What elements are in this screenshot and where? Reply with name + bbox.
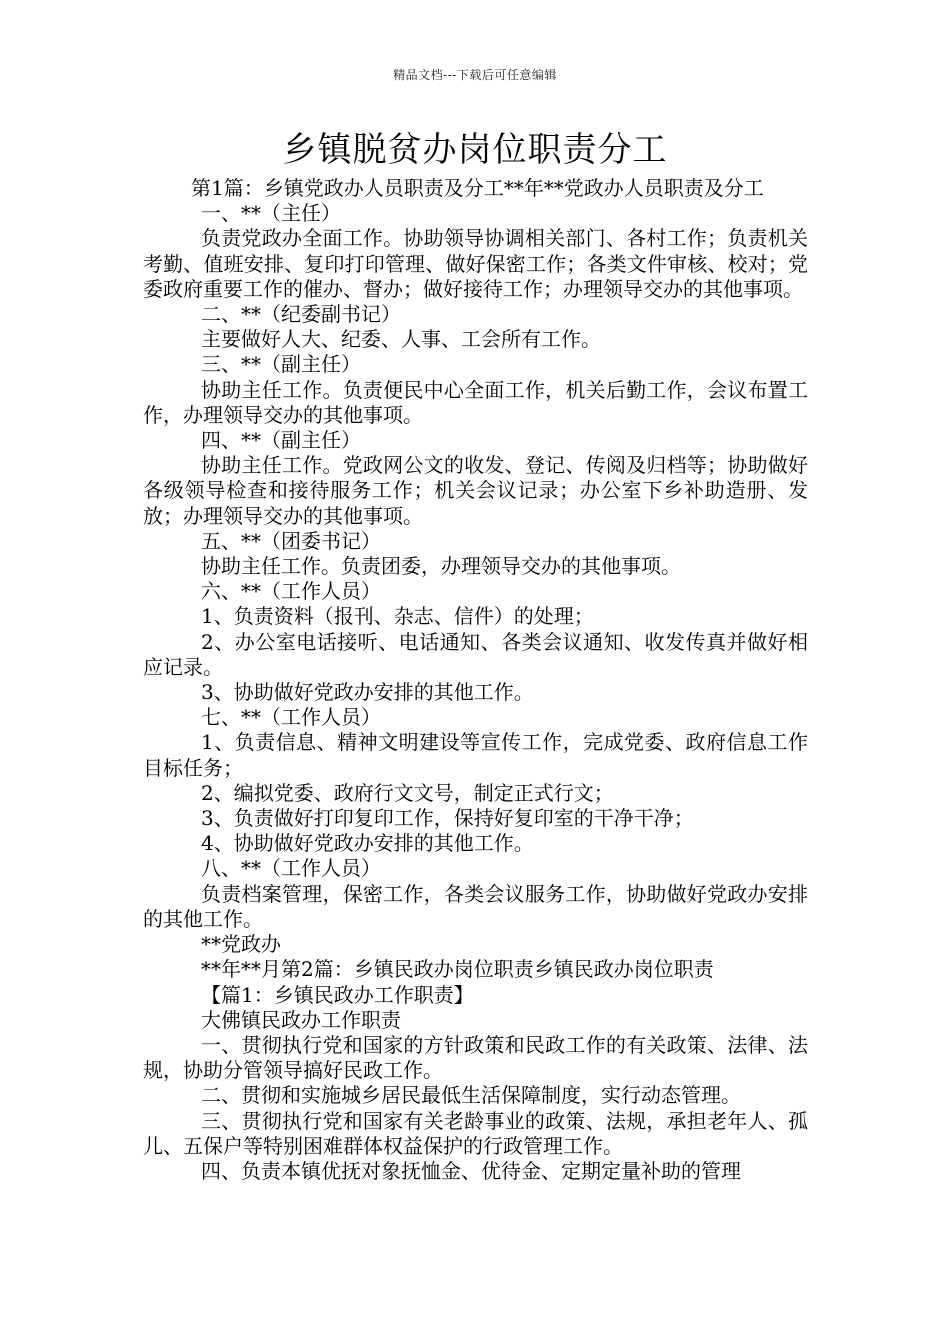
section-heading: 四、**（副主任） bbox=[201, 428, 361, 453]
header-note: 精品文档---下载后可任意编辑 bbox=[393, 68, 557, 82]
list-item: 4、协助做好党政办安排的其他工作。 bbox=[201, 831, 534, 856]
list-item: 1、负责信息、精神文明建设等宣传工作，完成党委、政府信息工作目标任务； bbox=[143, 730, 808, 780]
paragraph: 协助主任工作。负责团委，办理领导交办的其他事项。 bbox=[201, 554, 681, 579]
paragraph: 四、负责本镇优抚对象抚恤金、优待金、定期定量补助的管理 bbox=[201, 1158, 741, 1183]
list-item: 2、编拟党委、政府行文文号，制定正式行文； bbox=[201, 780, 614, 805]
section-heading: 二、**（纪委副书记） bbox=[201, 302, 401, 327]
section-heading: 六、**（工作人员） bbox=[201, 579, 381, 604]
paragraph: 三、贯彻执行党和国家有关老龄事业的政策、法规，承担老年人、孤儿、五保户等特别困难群体权益保护的行政管理工作。 bbox=[143, 1108, 808, 1158]
list-item: 1、负责资料（报刊、杂志、信件）的处理； bbox=[201, 604, 594, 629]
section-heading: 一、**（主任） bbox=[201, 201, 341, 226]
paragraph: **年**月第2篇：乡镇民政办岗位职责乡镇民政办岗位职责 bbox=[201, 957, 714, 982]
list-item: 2、办公室电话接听、电话通知、各类会议通知、收发传真并做好相应记录。 bbox=[143, 629, 808, 679]
signature-line: **党政办 bbox=[201, 932, 281, 957]
section-heading: 七、**（工作人员） bbox=[201, 705, 381, 730]
section-heading: 八、**（工作人员） bbox=[201, 856, 381, 881]
paragraph: 负责档案管理，保密工作，各类会议服务工作，协助做好党政办安排的其他工作。 bbox=[143, 881, 808, 931]
section-heading: 五、**（团委书记） bbox=[201, 528, 381, 553]
paragraph: 一、贯彻执行党和国家的方针政策和民政工作的有关政策、法律、法规，协助分管领导搞好民政工作。 bbox=[143, 1032, 808, 1083]
subsection-heading: 【篇1：乡镇民政办工作职责】 bbox=[201, 982, 474, 1007]
paragraph: 主要做好人大、纪委、人事、工会所有工作。 bbox=[201, 327, 601, 352]
document-body bbox=[143, 176, 808, 1184]
list-item: 3、协助做好党政办安排的其他工作。 bbox=[201, 680, 534, 705]
paragraph: 负责党政办全面工作。协助领导协调相关部门、各村工作；负责机关考勤、值班安排、复印打印管理、做好保密工作；各类文件审核、校对；党委政府重要工作的催办、督办；做好接待工作；办理领导交办的其他事项。 bbox=[143, 226, 808, 301]
paragraph: 二、贯彻和实施城乡居民最低生活保障制度，实行动态管理。 bbox=[201, 1083, 741, 1108]
section-heading: 三、**（副主任） bbox=[201, 352, 361, 377]
list-item: 3、负责做好打印复印工作，保持好复印室的干净干净； bbox=[201, 806, 694, 831]
paragraph: 协助主任工作。负责便民中心全面工作，机关后勤工作，会议布置工作，办理领导交办的其他事项。 bbox=[143, 377, 808, 427]
document-title: 乡镇脱贫办岗位职责分工 bbox=[282, 130, 668, 170]
subsection-title: 大佛镇民政办工作职责 bbox=[201, 1007, 401, 1032]
paragraph: 协助主任工作。党政网公文的收发、登记、传阅及归档等；协助做好各级领导检查和接待服务工作；机关会议记录；办公室下乡补助造册、发放；办理领导交办的其他事项。 bbox=[143, 453, 808, 528]
paragraph: 第1篇：乡镇党政办人员职责及分工**年**党政办人员职责及分工 bbox=[191, 176, 764, 200]
